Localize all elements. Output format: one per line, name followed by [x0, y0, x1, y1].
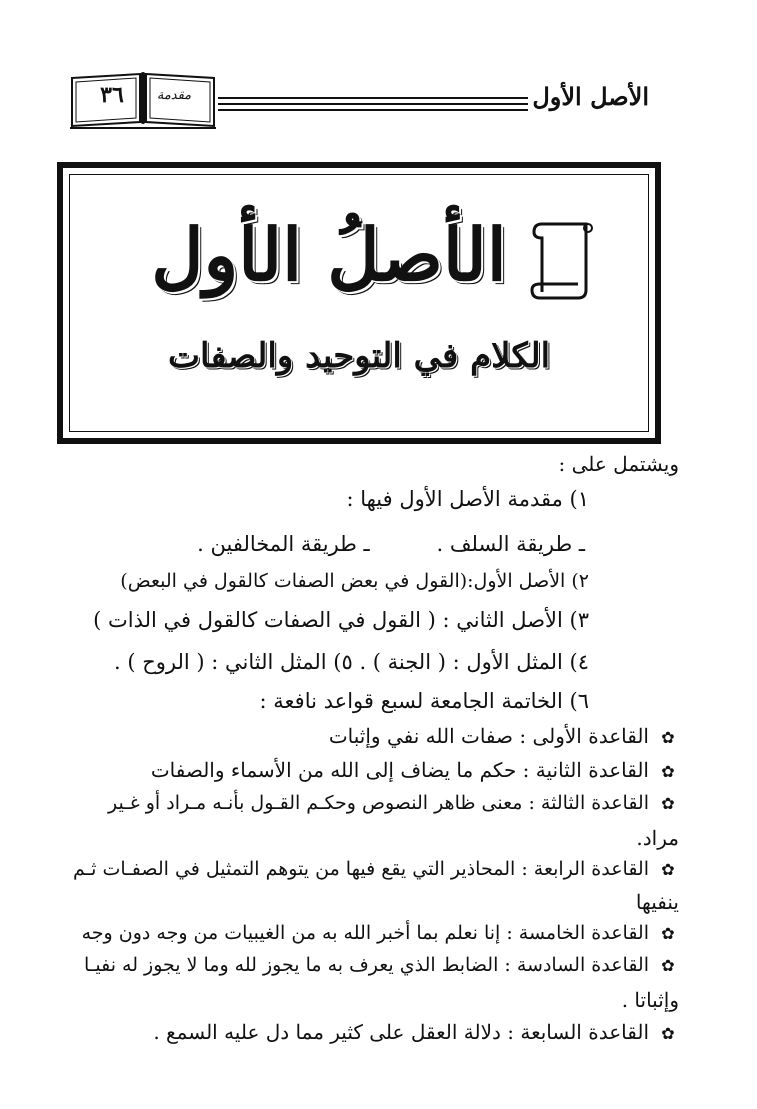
list-item: ـ طريقة السلف . ـ طريقة المخالفين . [197, 532, 585, 556]
flower-bullet-icon: ✿ [661, 794, 675, 813]
header-rule [218, 97, 528, 99]
rule-item: ✿القاعدة الأولى : صفات الله نفي وإثبات [59, 724, 679, 748]
rule-item: ✿القاعدة الرابعة : المحاذير التي يقع فيها من يتوهم التمثيل في الصفـات ثـم [59, 858, 679, 880]
rule-continuation: وإثباتا . [621, 988, 679, 1012]
list-item: ١) مقدمة الأصل الأول فيها : [346, 487, 589, 511]
flower-bullet-icon: ✿ [661, 924, 675, 943]
chapter-subtitle: الكلام في التوحيد والصفات [167, 336, 551, 376]
header-rule [218, 109, 528, 111]
running-title: الأصل الأول [532, 82, 649, 111]
scroll-icon [528, 214, 598, 304]
flower-bullet-icon: ✿ [661, 956, 675, 975]
rule-item: ✿القاعدة الخامسة : إنا نعلم بما أخبر الله به من الغيبيات من وجه دون وجه [59, 922, 679, 944]
flower-bullet-icon: ✿ [661, 762, 675, 781]
rule-item: ✿القاعدة السابعة : دلالة العقل على كثير مما دل عليه السمع . [59, 1020, 679, 1044]
title-frame [57, 162, 661, 444]
book-label: مقدمة [156, 88, 192, 103]
rule-continuation: مراد. [636, 826, 679, 850]
chapter-title: الأصلُ الأول [151, 212, 507, 297]
rule-item: ✿القاعدة السادسة : الضابط الذي يعرف به ما يجوز لله وما لا يجوز له نفيـا [59, 954, 679, 976]
rule-continuation: ينفيها [635, 890, 679, 914]
list-item: ٦) الخاتمة الجامعة لسبع قواعد نافعة : [259, 689, 589, 713]
page-number: ٣٦ [100, 82, 124, 108]
flower-bullet-icon: ✿ [661, 860, 675, 879]
list-item: ٢) الأصل الأول:(القول في بعض الصفات كالقول في البعض) [120, 570, 589, 592]
flower-bullet-icon: ✿ [661, 728, 675, 747]
rule-item: ✿القاعدة الثانية : حكم ما يضاف إلى الله من الأسماء والصفات [59, 758, 679, 782]
header-rule [218, 103, 528, 105]
contents-intro: ويشتمل على : [558, 452, 679, 476]
list-item: ٤) المثل الأول : ( الجنة ) . ٥) المثل الثاني : ( الروح ) . [113, 650, 589, 674]
rule-item: ✿القاعدة الثالثة : معنى ظاهر النصوص وحكـم القـول بأنـه مـراد أو غـير [59, 792, 679, 814]
list-item: ٣) الأصل الثاني : ( القول في الصفات كالقول في الذات ) [93, 608, 589, 632]
flower-bullet-icon: ✿ [661, 1024, 675, 1043]
